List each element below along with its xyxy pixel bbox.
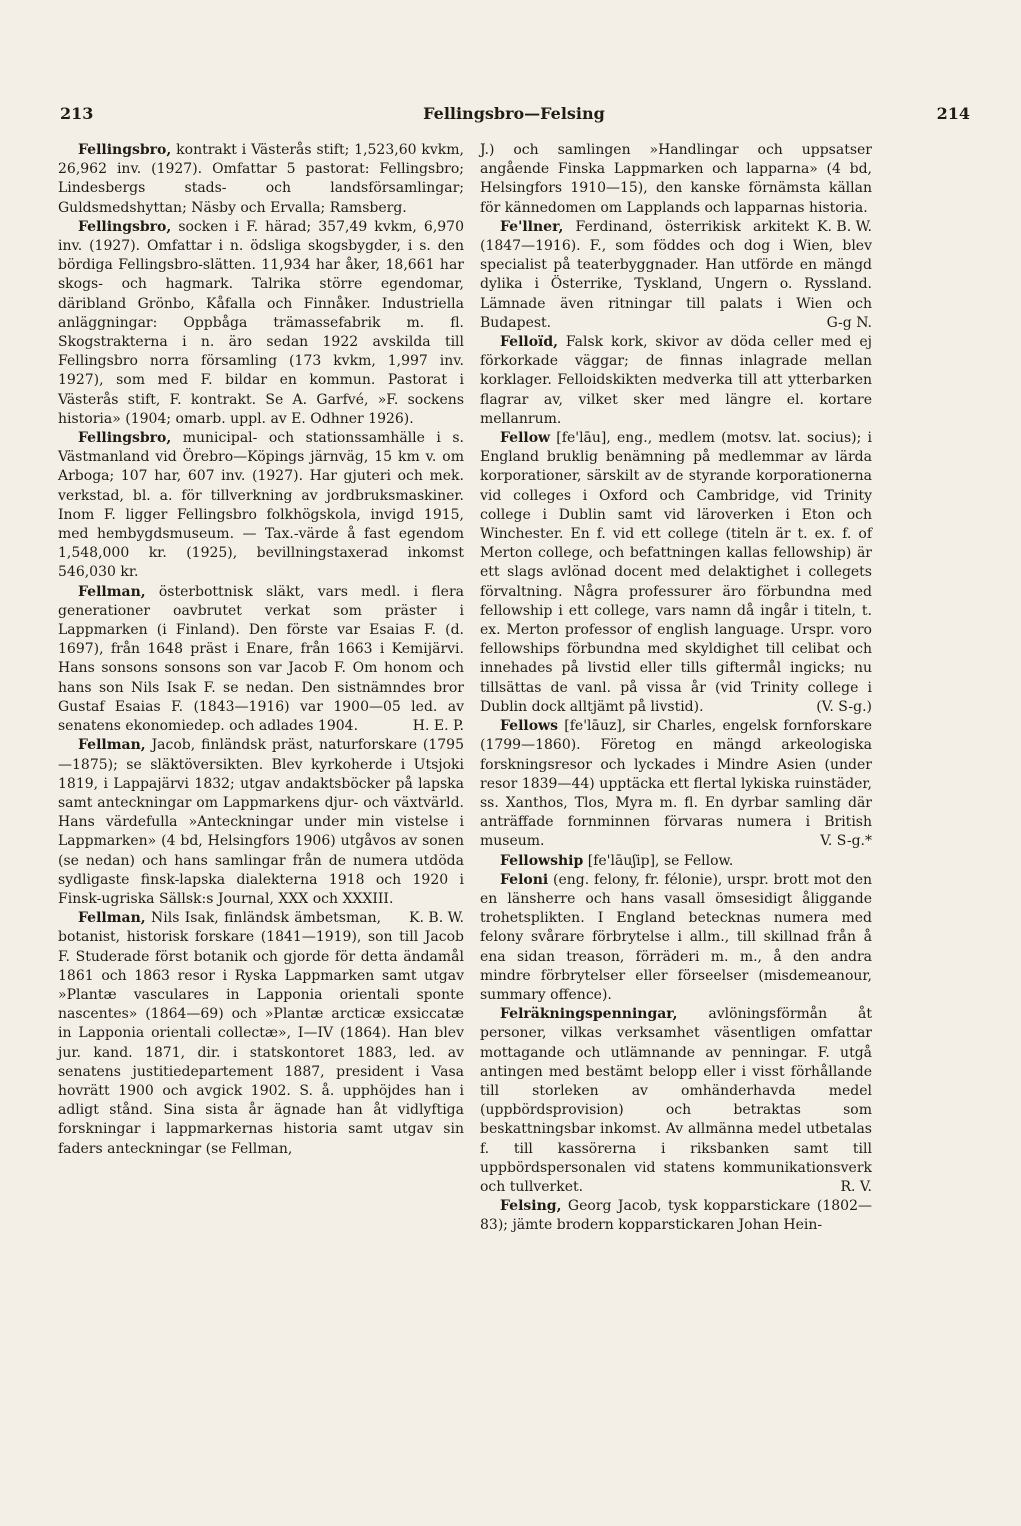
headword: Fellman, [78, 737, 146, 754]
headword: Fellingsbro, [78, 142, 172, 158]
author-signature: R. V. [840, 1178, 872, 1195]
page-number-left: 213 [60, 104, 94, 123]
entry-text: avlöningsförmån åt personer, vilkas verksamhet väsentligen omfattar mottagande och utlämnande av penningar. F. utgå antingen med bestämt belopp eller i visst förhållande till storleken av omhänderhavda medel (uppbördsprovision) och betraktas som beskattningsbar inkomst. Av allmänna medel utbetalas f. till kassörerna i riksbanken samt till uppbördspersonalen vid statens kommunikationsverk och tullverket. [480, 1006, 872, 1195]
entry-text: [fe'lāu], eng., medlem (motsv. lat. socius); i England bruklig benämning på medlemmar av lärda korporationer, särskilt av de styrande korporationerna vid colleges i Oxford och Cambridge, vid Trinity college i Dublin samt vid läroverken i Eton och Winchester. En f. vid ett college (titeln är t. ex. f. of Merton college, och befattningen kallas fellowship) är ett slags avlönad docent med delaktighet i collegets förvaltning. Några professurer äro förbundna med fellowship i ett college, vars namn då ingår i titeln, t. ex. Merton professor of english language. Urspr. voro fellowships förbundna med skyldighet till celibat och innehades på livstid eller tills giftermål ingicks; nu tillsättas de vanl. på vissa år (vid Trinity college i Dublin dock alltjämt på livstid). [480, 430, 872, 715]
left-column [58, 141, 464, 1159]
headword: Fellman, [78, 583, 146, 600]
headword: Fellow [500, 430, 551, 447]
page-header [58, 104, 970, 130]
entry [480, 1197, 872, 1235]
entry-text: (eng. felony, fr. félonie), urspr. brott mot den en länsherre och hans vasall ömsesidigt åliggande trohetsplikten. I England betecknas numera med felony svårare förbrytelse i allm., till skillnad från å ena sidan treason, förräderi m. m., å den andra mindre förbrytelser eller förseelser (misdemeanour, summary offence). [480, 871, 872, 1003]
right-column [480, 141, 872, 1236]
entry [58, 141, 464, 218]
entry [480, 1005, 872, 1197]
author-signature: H. E. P. [412, 718, 464, 735]
entry [480, 852, 872, 871]
author-signature: K. B. W. [409, 910, 464, 927]
headword: Fellows [500, 718, 558, 735]
entry-text: municipal- och stationssamhälle i s. Västmanland vid Örebro—Köpings järnväg, 15 km v. om Arboga; 107 har, 607 inv. (1927). Har gjuteri och mek. verkstad, bl. a. för tillverkning av jordbruksmaskiner. Inom F. ligger Fellingsbro folkhögskola, invigd 1915, med hembygdsmuseum. — Tax.-värde å fast egendom 1,548,000 kr. (1925), bevillningstaxerad inkomst 546,030 kr. [58, 430, 464, 581]
headword: Fellman, [78, 910, 146, 927]
headword: Fe'llner, [500, 218, 564, 235]
entry-text: Jacob, finländsk präst, naturforskare (1795—1875); se släktöversikten. Blev kyrkoherde i Utsjoki 1819, i Lappajärvi 1832; utgav andaktsböcker på lapska samt anteckningar om Lappmarkens djur- och växtvärld. Hans värdefulla »Anteckningar under min vistelse i Lappmarken» (4 bd, Helsingfors 1906) utgåvos av sonen (se nedan) och hans samlingar från de numera utdöda sydligaste finsk-lapska dialekterna 1918 och 1920 i Finsk-ugriska Sällsk:s Journal, XXX och XXXIII. [58, 737, 464, 907]
author-signature: G-g N. [826, 314, 872, 331]
entry-text: kontrakt i Västerås stift; 1,523,60 kvkm, 26,962 inv. (1927). Omfattar 5 pastorat: Fellingsbro; Lindesbergs stads- och landsförsamlingar; Guldsmedshyttan; Näsby och Ervalla; Ramsberg. [58, 142, 464, 216]
entry [58, 429, 464, 583]
entry [480, 333, 872, 429]
entry [58, 583, 464, 737]
author-signature: K. B. W. [817, 218, 872, 235]
author-signature: V. S-g.* [820, 833, 872, 850]
headword: Fellowship [500, 852, 584, 869]
entry [480, 429, 872, 717]
headword: Fellingsbro, [78, 430, 172, 447]
entry-text: socken i F. härad; 357,49 kvkm, 6,970 inv. (1927). Omfattar i n. ödsliga skogsbygder, i s. den bördiga Fellingsbro-slätten. 11,934 har åker, 18,661 har skogs- och hagmark. Talrika större egendomar, däribland Grönbo, Kåfalla och Finnåker. Industriella anläggningar: Oppbåga trämassefabrik m. fl. Skogstrakterna i n. äro sedan 1922 avskilda till Fellingsbro norra församling (173 kvkm, 1,997 inv. 1927), som med F. bildar en kommun. Pastorat i Västerås stift, F. kontrakt. Se A. Garfvé, »F. sockens historia» (1904; omarb. uppl. av E. Odhner 1926). [58, 218, 464, 427]
headword: Felräkningspenningar, [500, 1006, 678, 1023]
headword: Felsing, [500, 1198, 562, 1215]
headword: Feloni [500, 871, 549, 888]
entry-text: [fe'lāuz], sir Charles, engelsk fornforskare (1799—1860). Företog en mängd arkeologiska forskningsresor och lyckades i Mindre Asien (under resor 1839—44) upptäcka ett flertal lykiska ruinstäder, ss. Xanthos, Tlos, Myra m. fl. En dyrbar samling där anträffade fornminnen förvaras numera i British museum. [480, 718, 873, 850]
entry [480, 871, 872, 1005]
headword: Fellingsbro, [78, 218, 172, 235]
entry-text: Georg Jacob, tysk kopparstickare (1802—83); jämte brodern kopparstickaren Johan Hein- [480, 1198, 872, 1234]
running-title: Fellingsbro—Felsing [423, 104, 605, 123]
page-number-right: 214 [936, 104, 970, 123]
entry-text: Falsk kork, skivor av döda celler med ej förkorkade väggar; de finnas inlagrade mellan korklager. Felloidskikten medverka till att ytterbarken flagrar av, vilket sker med längre el. kortare mellanrum. [480, 334, 872, 427]
entry-text: Ferdinand, österrikisk arkitekt (1847—1916). F., som föddes och dog i Wien, blev specialist på teaterbyggnader. Han utförde en mängd dylika i Österrike, Tyskland, Ungern o. Ryssland. Lämnade även ritningar till palats i Wien och Budapest. [480, 218, 872, 331]
entry [58, 736, 464, 927]
entry-text: J.) och samlingen »Handlingar och uppsatser angående Finska Lappmarken och lapparna» (4 bd, Helsingfors 1910—15), den kanske förnämsta källan för kännedomen om Lapplands och lapparnas historia. [480, 142, 872, 216]
headword: Felloïd, [500, 334, 559, 351]
entry-text: österbottnisk släkt, vars medl. i flera generationer oavbrutet verkat som präster i Lappmarken (i Finland). Den förste var Esaias F. (d. 1697), från 1648 präst i Enare, från 1663 i Kemijärvi. Hans sonsons sonsons son var Jacob F. Om honom och hans son Nils Isak F. se nedan. Den sistnämndes bror Gustaf Esaias F. (1843—1916) var 1900—05 led. av senatens ekonomiedep. och adlades 1904. [58, 583, 464, 735]
entry-text: Nils Isak, finländsk ämbetsman, botanist, historisk forskare (1841—1919), son till Jacob F. Studerade först botanik och gjorde för detta ändamål 1861 och 1863 resor i Ryska Lappmarken samt utgav »Plantæ vasculares in Lapponia orientali sponte nascentes» (1864—69) och »Plantæ arcticæ exsiccatæ in Lapponia orientali collectæ», I—IV (1864). Han blev jur. kand. 1871, dir. i statskontoret 1883, led. av senatens justitiedepartement 1887, president i Vasa hovrätt 1900 och avgick 1902. S. å. upphöjdes han i adligt stånd. Sina sista år ägnade han åt vidlyftiga forskningar i lappmarkernas historia samt utgav sin faders anteckningar (se Fellman, [58, 910, 464, 1157]
entry [58, 909, 464, 1159]
entry [58, 218, 464, 429]
entry [480, 717, 872, 851]
entry-text: [fe'lāuʃip], se Fellow. [587, 852, 734, 869]
author-signature: (V. S-g.) [816, 698, 872, 715]
